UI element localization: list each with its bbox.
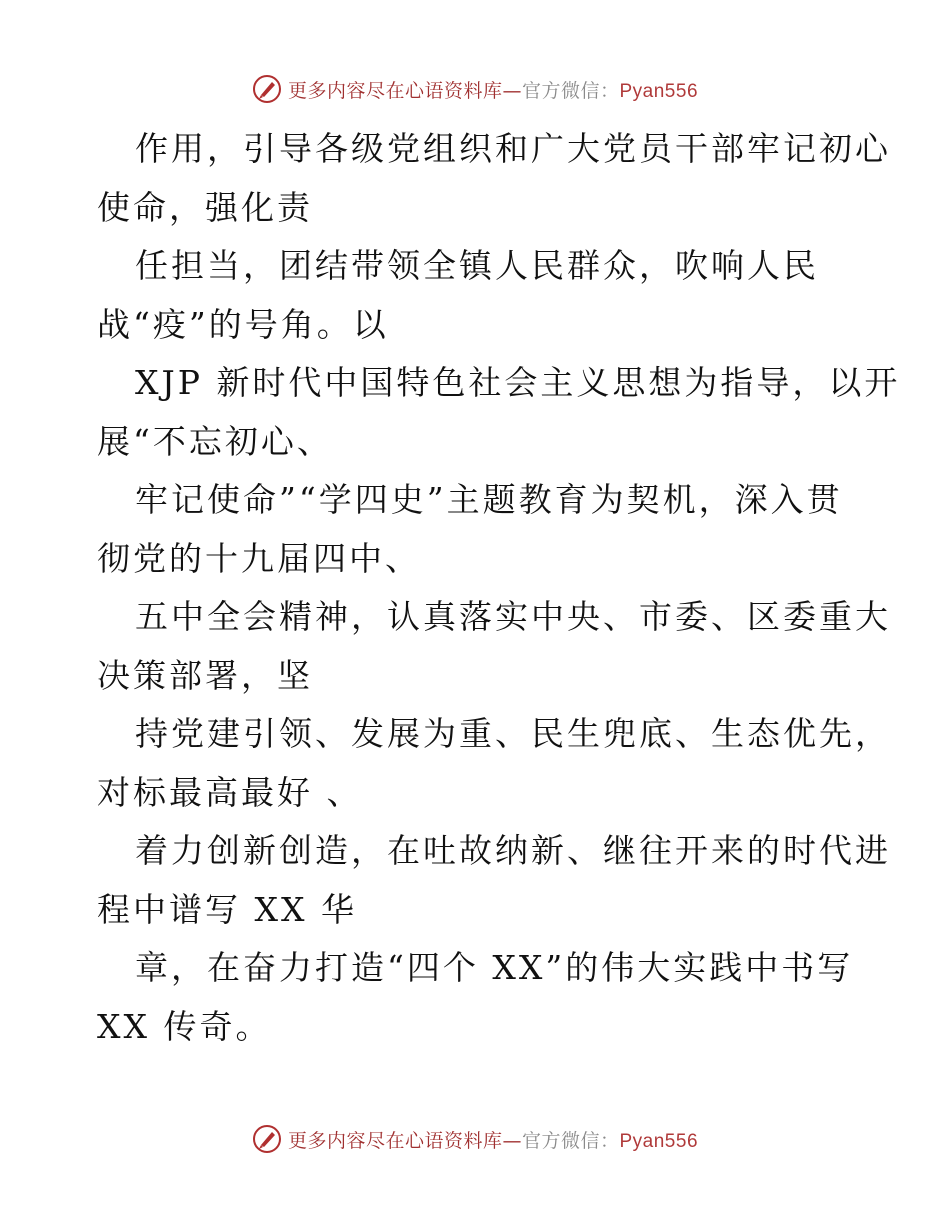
body-line: 使命，强化责 [97, 187, 313, 227]
pen-logo-icon [252, 1124, 282, 1154]
body-line: 对标最高最好 、 [97, 772, 363, 812]
body-line: XJP 新时代中国特色社会主义思想为指导，以开 [135, 363, 901, 402]
body-line: 牢记使命”“学四史”主题教育为契机，深入贯 [135, 480, 843, 519]
pen-logo-icon [252, 74, 282, 104]
body-line: 战“疫”的号角。以 [97, 304, 389, 344]
body-line: XX 传奇。 [97, 1006, 272, 1046]
body-line: 持党建引领、发展为重、民生兜底、生态优先， [135, 714, 891, 753]
footer-banner [0, 1124, 950, 1154]
header-banner-dash: — [502, 79, 522, 102]
body-line: 五中全会精神，认真落实中央、市委、区委重大 [135, 597, 891, 636]
body-line: 彻党的十九届四中、 [97, 538, 421, 578]
footer-banner-wechat-id: Pyan556 [619, 1130, 699, 1152]
header-banner-wechat-id: Pyan556 [619, 80, 699, 102]
body-line: 决策部署，坚 [97, 655, 313, 695]
body-line: 作用，引导各级党组织和广大党员干部牢记初心 [135, 129, 891, 168]
footer-banner-wechat-label: 官方微信： [521, 1129, 620, 1152]
header-banner [0, 74, 950, 104]
header-banner-wechat-label: 官方微信： [521, 79, 620, 102]
document-body [97, 120, 901, 1056]
header-banner-title: 更多内容尽在心语资料库 [287, 79, 503, 102]
body-line: 程中谱写 XX 华 [97, 889, 357, 929]
body-line: 任担当，团结带领全镇人民群众，吹响人民 [135, 246, 819, 285]
body-line: 着力创新创造，在吐故纳新、继往开来的时代进 [135, 831, 891, 870]
body-line: 展“不忘初心、 [97, 421, 333, 461]
footer-banner-dash: — [502, 1129, 522, 1152]
footer-banner-text [288, 1126, 698, 1153]
body-line: 章，在奋力打造“四个 XX”的伟大实践中书写 [135, 948, 854, 987]
footer-banner-title: 更多内容尽在心语资料库 [287, 1129, 503, 1152]
header-banner-text [288, 76, 698, 103]
